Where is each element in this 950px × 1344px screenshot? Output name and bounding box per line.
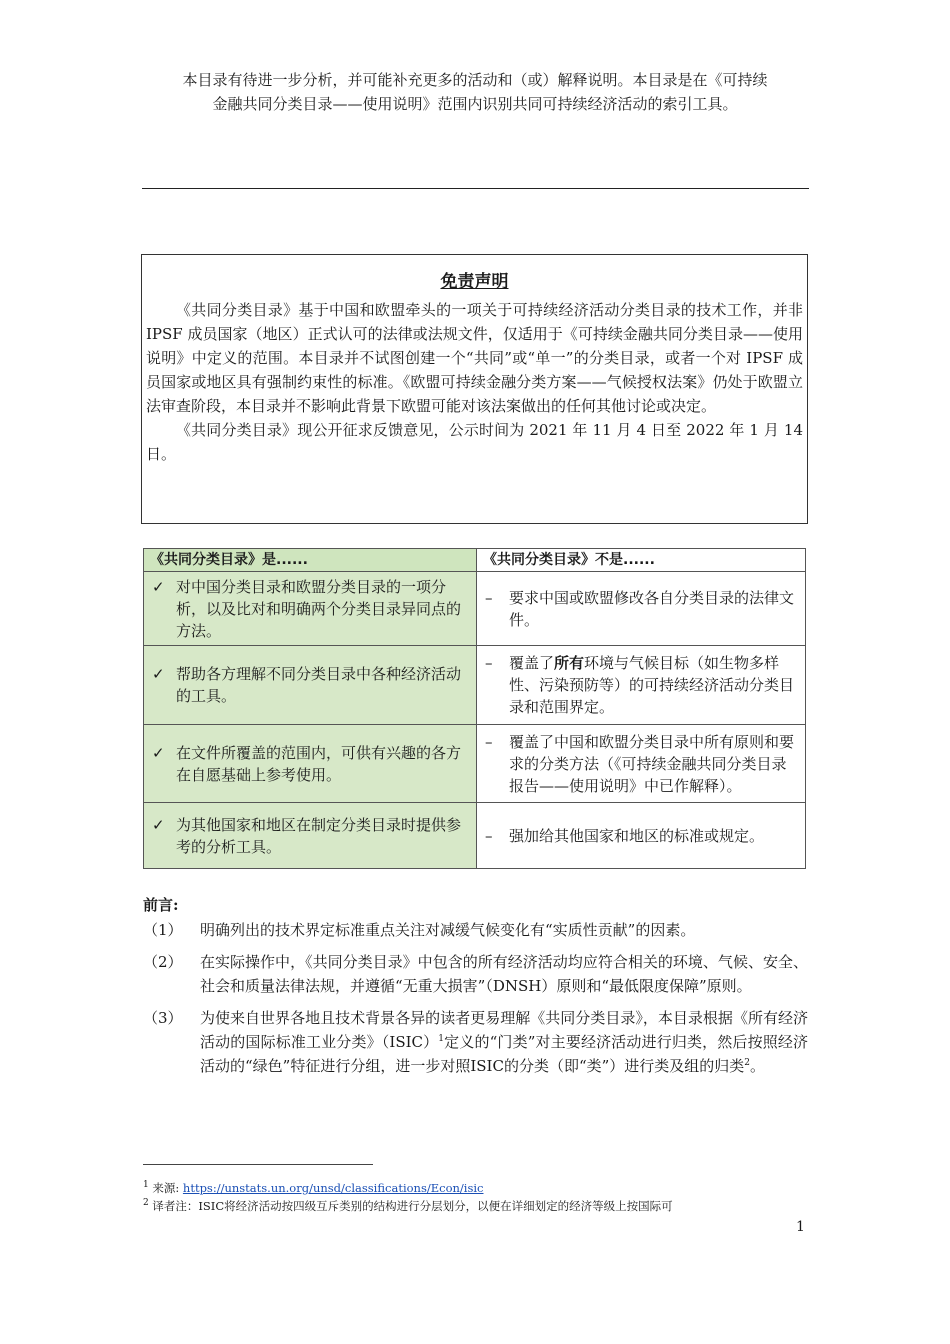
item-number: （1） — [143, 921, 183, 939]
is-cell — [144, 725, 477, 803]
is-text: 对中国分类目录和欧盟分类目录的一项分析，以及比对和明确两个分类目录异同点的方法。 — [176, 577, 462, 640]
list-item — [143, 950, 808, 998]
is-text: 为其他国家和地区在制定分类目录时提供参考的分析工具。 — [176, 815, 462, 856]
isic-source-link[interactable]: https://unstats.un.org/unsd/classifications/Econ/isic — [182, 1181, 484, 1195]
check-icon: ✓ — [152, 743, 165, 762]
not-text: 覆盖了中国和欧盟分类目录中所有原则和要求的分类方法（《可持续金融共同分类目录报告——使用说明》中已作解释）。 — [509, 732, 795, 795]
not-text: 覆盖了所有环境与气候目标（如生物多样性、污染预防等）的可持续经济活动分类目录和范围界定。 — [509, 654, 795, 716]
check-icon: ✓ — [152, 815, 165, 834]
intro-line-1: 本目录有待进一步分析，并可能补充更多的活动和（或）解释说明。本目录是在《可持续 — [182, 71, 768, 89]
item-text: 在实际操作中，《共同分类目录》中包含的所有经济活动均应符合相关的环境、气候、安全、社会和质量法律法规，并遵循“无重大损害”（DNSH）原则和“最低限度保障”原则。 — [200, 953, 808, 995]
footnote-1: $^1$ 来源: https://unstats.un.org/unsd/classifications/Econ/isic — [143, 1180, 484, 1195]
check-icon: ✓ — [152, 665, 165, 683]
item-number: （3） — [143, 1009, 183, 1027]
check-icon: ✓ — [152, 577, 165, 596]
table-row — [144, 646, 806, 725]
header-is: 《共同分类目录》是...... — [144, 549, 477, 572]
is-cell — [144, 646, 477, 725]
item-text: 明确列出的技术界定标准重点关注对减缓气候变化有“实质性贡献”的因素。 — [200, 921, 696, 939]
preface-title: 前言: — [143, 896, 179, 914]
intro-line-2: 金融共同分类目录——使用说明》范围内识别共同可持续经济活动的索引工具。 — [212, 95, 738, 113]
not-cell — [477, 572, 806, 646]
horizontal-divider — [142, 188, 809, 189]
item-text: 为使来自世界各地且技术背景各异的读者更易理解《共同分类目录》，本目录根据《所有经济活动的国际标准工业分类》（ISIC）$^1$定义的“门类”对主要经济活动进行归类，然后按照经济活动的“绿色”特征进行分组，进一步对照ISIC的分类（即“类”）进行类及组的归类$^2$。 — [200, 1009, 809, 1075]
disclaimer-title: 免责声明 — [440, 272, 509, 292]
disclaimer-paragraph-2: 《共同分类目录》现公开征求反馈意见，公示时间为 2021 年 11 月 4 日至 2022 年 1 月 14 日。 — [146, 421, 803, 463]
list-item — [143, 1006, 808, 1078]
table-row — [144, 803, 806, 869]
comparison-table — [143, 548, 806, 869]
is-cell — [144, 803, 477, 869]
not-cell — [477, 646, 806, 725]
table-row — [144, 572, 806, 646]
intro-note — [120, 68, 830, 116]
not-text: 要求中国或欧盟修改各自分类目录的法律文件。 — [509, 588, 795, 629]
item-number: （2） — [143, 953, 183, 971]
header-not: 《共同分类目录》不是...... — [477, 549, 806, 572]
footnote-2: $^2$ 译者注：ISIC将经济活动按四级互斥类别的结构进行分层划分，以便在详细划定的经济等级上按国际可 — [143, 1198, 673, 1213]
is-text: 在文件所覆盖的范围内，可供有兴趣的各方在自愿基础上参考使用。 — [176, 743, 462, 784]
disclaimer-paragraph-1: 《共同分类目录》基于中国和欧盟牵头的一项关于可持续经济活动分类目录的技术工作，并非 IPSF 成员国家（地区）正式认可的法律或法规文件，仅适用于《可持续金融共同分类目录——使用说明》中定义的范围。本目录并不试图创建一个“共同”或“单一”的分类目录，或者一个对 IPSF 成员国家或地区具有强制约束性的标准。《欧盟可持续金融分类方案——气候授权法案》仍处于欧盟立法审查阶段，本目录并不影响此背景下欧盟可能对该法案做出的任何其他讨论或决定。 — [146, 301, 803, 415]
not-cell — [477, 725, 806, 803]
page-number: 1 — [796, 1219, 805, 1235]
footnote-ref-2[interactable]: 2 — [744, 1058, 751, 1068]
table-row — [144, 725, 806, 803]
is-cell — [144, 572, 477, 646]
preface-list — [143, 918, 808, 1086]
footnote-ref-1[interactable]: 1 — [438, 1034, 445, 1044]
dash-icon: – — [485, 654, 493, 672]
table-header-row — [144, 549, 806, 572]
dash-icon: – — [485, 732, 493, 751]
disclaimer-box — [141, 254, 808, 524]
is-text: 帮助各方理解不同分类目录中各种经济活动的工具。 — [176, 665, 462, 705]
footnote-divider — [143, 1164, 373, 1165]
not-text: 强加给其他国家和地区的标准或规定。 — [509, 826, 765, 845]
dash-icon: – — [485, 826, 493, 845]
list-item — [143, 918, 808, 942]
not-cell — [477, 803, 806, 869]
dash-icon: – — [485, 588, 493, 607]
